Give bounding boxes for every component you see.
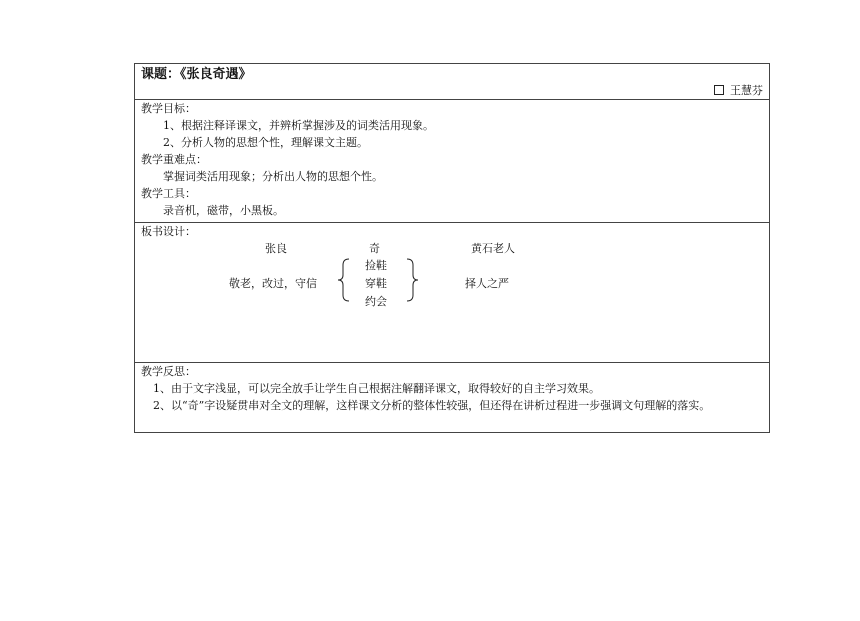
key-points-heading: 教学重难点： bbox=[141, 153, 207, 166]
board-right-title: 黄石老人 bbox=[471, 242, 515, 255]
author-line bbox=[714, 84, 763, 98]
checkbox-icon bbox=[714, 85, 724, 95]
tools-heading: 教学工具： bbox=[141, 187, 196, 200]
reflection-heading: 教学反思： bbox=[141, 365, 196, 378]
title-row bbox=[135, 64, 769, 100]
board-left-title: 张良 bbox=[265, 242, 287, 255]
board-right-trait: 择人之严 bbox=[465, 277, 509, 290]
board-event-3: 约会 bbox=[365, 295, 387, 308]
right-brace-icon bbox=[404, 257, 420, 303]
left-brace-icon bbox=[336, 257, 352, 303]
board-center-title: 奇 bbox=[369, 242, 380, 255]
objectives-row bbox=[135, 100, 769, 223]
board-heading: 板书设计： bbox=[141, 225, 196, 238]
objective-item-2: 2、分析人物的思想个性，理解课文主题。 bbox=[163, 136, 368, 149]
board-left-traits: 敬老，改过，守信 bbox=[229, 277, 317, 290]
key-points-text: 掌握词类活用现象；分析出人物的思想个性。 bbox=[163, 170, 383, 183]
board-event-1: 捡鞋 bbox=[365, 259, 387, 272]
tools-text: 录音机，磁带，小黑板。 bbox=[163, 204, 284, 217]
objective-item-1: 1、根据注释译课文，并辨析掌握涉及的词类活用现象。 bbox=[163, 119, 434, 132]
reflection-row bbox=[135, 363, 769, 433]
reflection-item-1: 1、由于文字浅显，可以完全放手让学生自己根据注解翻译课文，取得较好的自主学习效果。 bbox=[153, 382, 600, 395]
objectives-heading: 教学目标： bbox=[141, 102, 196, 115]
board-design-row bbox=[135, 223, 769, 363]
author-name: 王慧芬 bbox=[730, 84, 763, 97]
board-event-2: 穿鞋 bbox=[365, 277, 387, 290]
reflection-item-2: 2、以“奇”字设疑贯串对全文的理解，这样课文分析的整体性较强，但还得在讲析过程进一步强调文句理解的落实。 bbox=[153, 399, 711, 412]
lesson-title: 课题：《张良奇遇》 bbox=[141, 67, 252, 82]
lesson-plan-table bbox=[134, 63, 770, 433]
